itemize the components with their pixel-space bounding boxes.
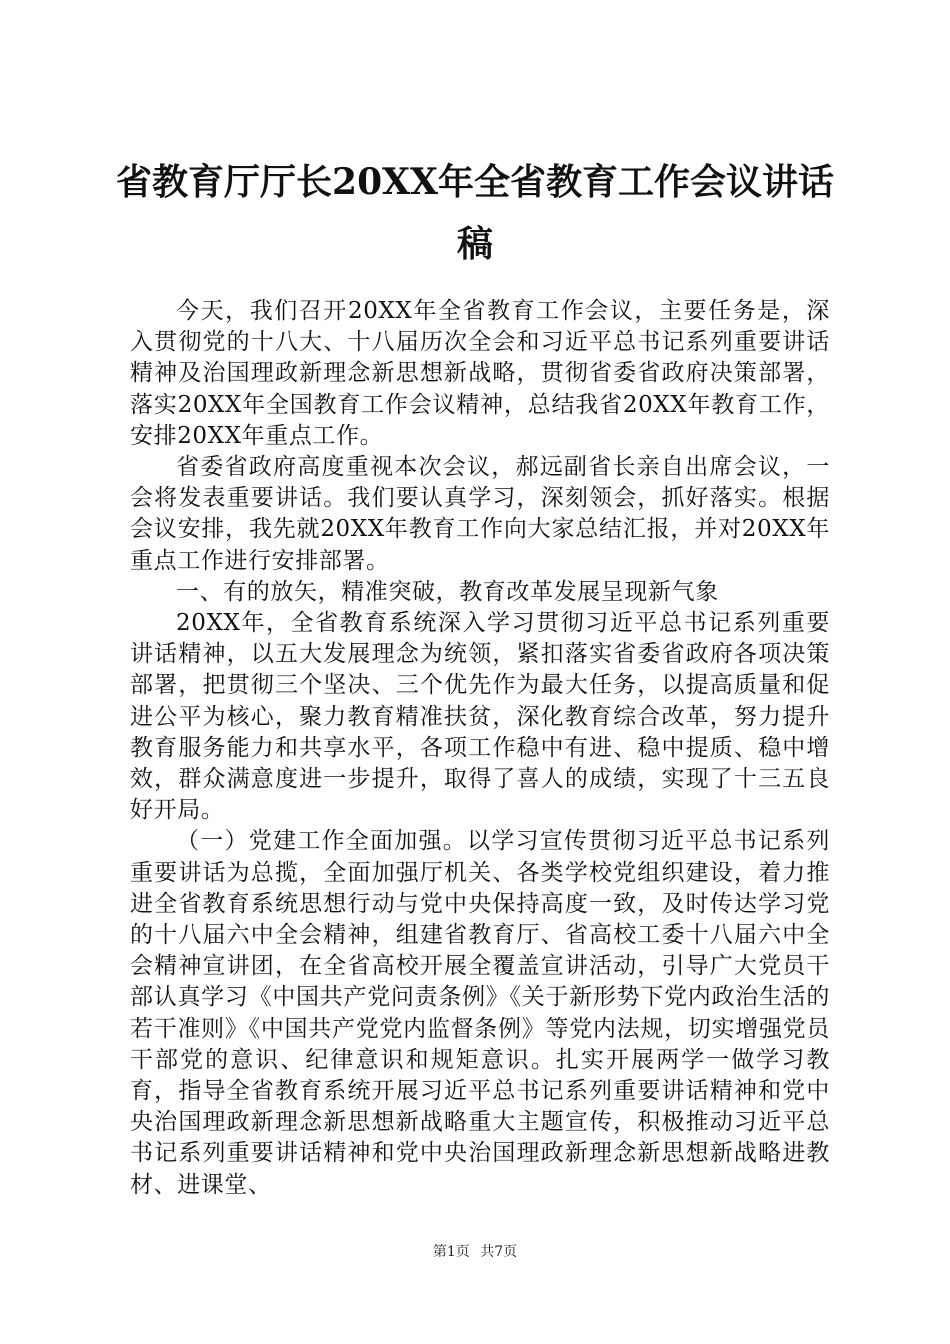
paragraph-opening: 今天，我们召开20XX年全省教育工作会议，主要任务是，深入贯彻党的十八大、十八届历次全会和习近平总书记系列重要讲话精神及治国理政新理念新思想新战略，贯彻省委省政府决策部署，落实20XX年全国教育工作会议精神，总结我省20XX年教育工作，安排20XX年重点工作。 [130,298,830,449]
paragraph-party-building: （一）党建工作全面加强。以学习宣传贯彻习近平总书记系列重要讲话为总揽，全面加强厅机关、各类学校党组织建设，着力推进全省教育系统思想行动与党中央保持高度一致，及时传达学习党的十八届六中全会精神，组建省教育厅、省高校工委十八届六中全会精神宣讲团，在全省高校开展全覆盖宣讲活动，引导广大党员干部认真学习《中国共产党问责条例》《关于新形势下党内政治生活的若干准则》《中国共产党党内监督条例》等党内法规，切实增强党员干部党的意识、纪律意识和规矩意识。扎实开展两学一做学习教育，指导全省教育系统开展习近平总书记系列重要讲话精神和党中央治国理政新理念新思想新战略重大主题宣传，积极推动习近平总书记系列重要讲话精神和党中央治国理政新理念新思想新战略进教材、进课堂、 [130,828,830,1198]
page-footer [0,1243,950,1261]
paragraph-meeting-arrangement: 省委省政府高度重视本次会议，郝远副省长亲自出席会议，一会将发表重要讲话。我们要认真学习，深刻领会，抓好落实。根据会议安排，我先就20XX年教育工作向大家总结汇报，并对20XX年重点工作进行安排部署。 [130,454,830,574]
document-title-continued: 稿 [456,223,493,265]
page-number: 第1页 [432,1244,470,1260]
paragraph-annual-summary: 20XX年，全省教育系统深入学习贯彻习近平总书记系列重要讲话精神，以五大发展理念为统领，紧扣落实省委省政府各项决策部署，把贯彻三个坚决、三个优先作为最大任务，以提高质量和促进公平为核心，聚力教育精准扶贫，深化教育综合改革，努力提升教育服务能力和共享水平，各项工作稳中有进、稳中提质、稳中增效，群众满意度进一步提升，取得了喜人的成绩，实现了十三五良好开局。 [130,610,830,824]
section-heading-one: 一、有的放矢，精准突破，教育改革发展呈现新气象 [176,578,719,605]
document-title: 省教育厅厅长20XX年全省教育工作会议讲话 [116,161,834,203]
total-pages: 共7页 [480,1244,518,1260]
document-body [130,296,830,1201]
